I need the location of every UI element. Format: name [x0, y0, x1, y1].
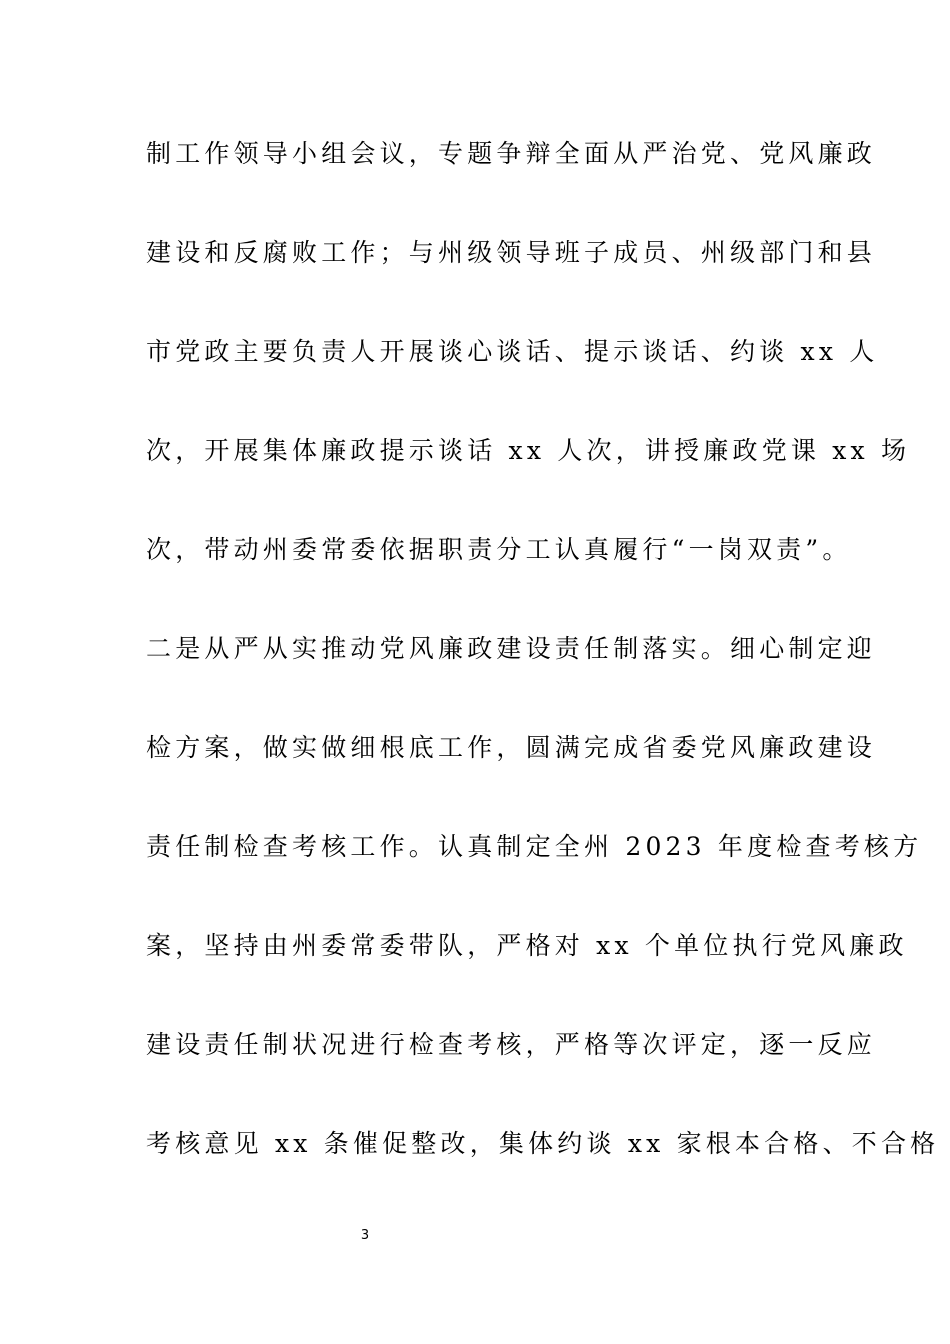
- page-number: 3: [360, 1228, 370, 1243]
- text-line: 建设责任制状况进行检查考核，严格等次评定，逐一反应: [146, 1030, 877, 1059]
- text-line: 责任制检查考核工作。认真制定全州 2023 年度检查考核方: [146, 832, 923, 861]
- text-line: 建设和反腐败工作；与州级领导班子成员、州级部门和县: [146, 238, 877, 267]
- text-line: 检方案，做实做细根底工作，圆满完成省委党风廉政建设: [146, 733, 877, 762]
- text-line: 制工作领导小组会议，专题争辩全面从严治党、党风廉政: [146, 139, 877, 168]
- text-line: 次，开展集体廉政提示谈话 xx 人次，讲授廉政党课 xx 场: [146, 436, 911, 465]
- body-text: [146, 126, 940, 1215]
- text-line: 考核意见 xx 条催促整改，集体约谈 xx 家根本合格、不合格: [146, 1129, 940, 1158]
- text-line: 案，坚持由州委常委带队，严格对 xx 个单位执行党风廉政: [146, 931, 908, 960]
- text-line: 二是从严从实推动党风廉政建设责任制落实。细心制定迎: [146, 634, 877, 663]
- text-line: 次，带动州委常委依据职责分工认真履行“一岗双责”。: [146, 535, 852, 564]
- text-line: 市党政主要负责人开展谈心谈话、提示谈话、约谈 xx 人: [146, 337, 879, 366]
